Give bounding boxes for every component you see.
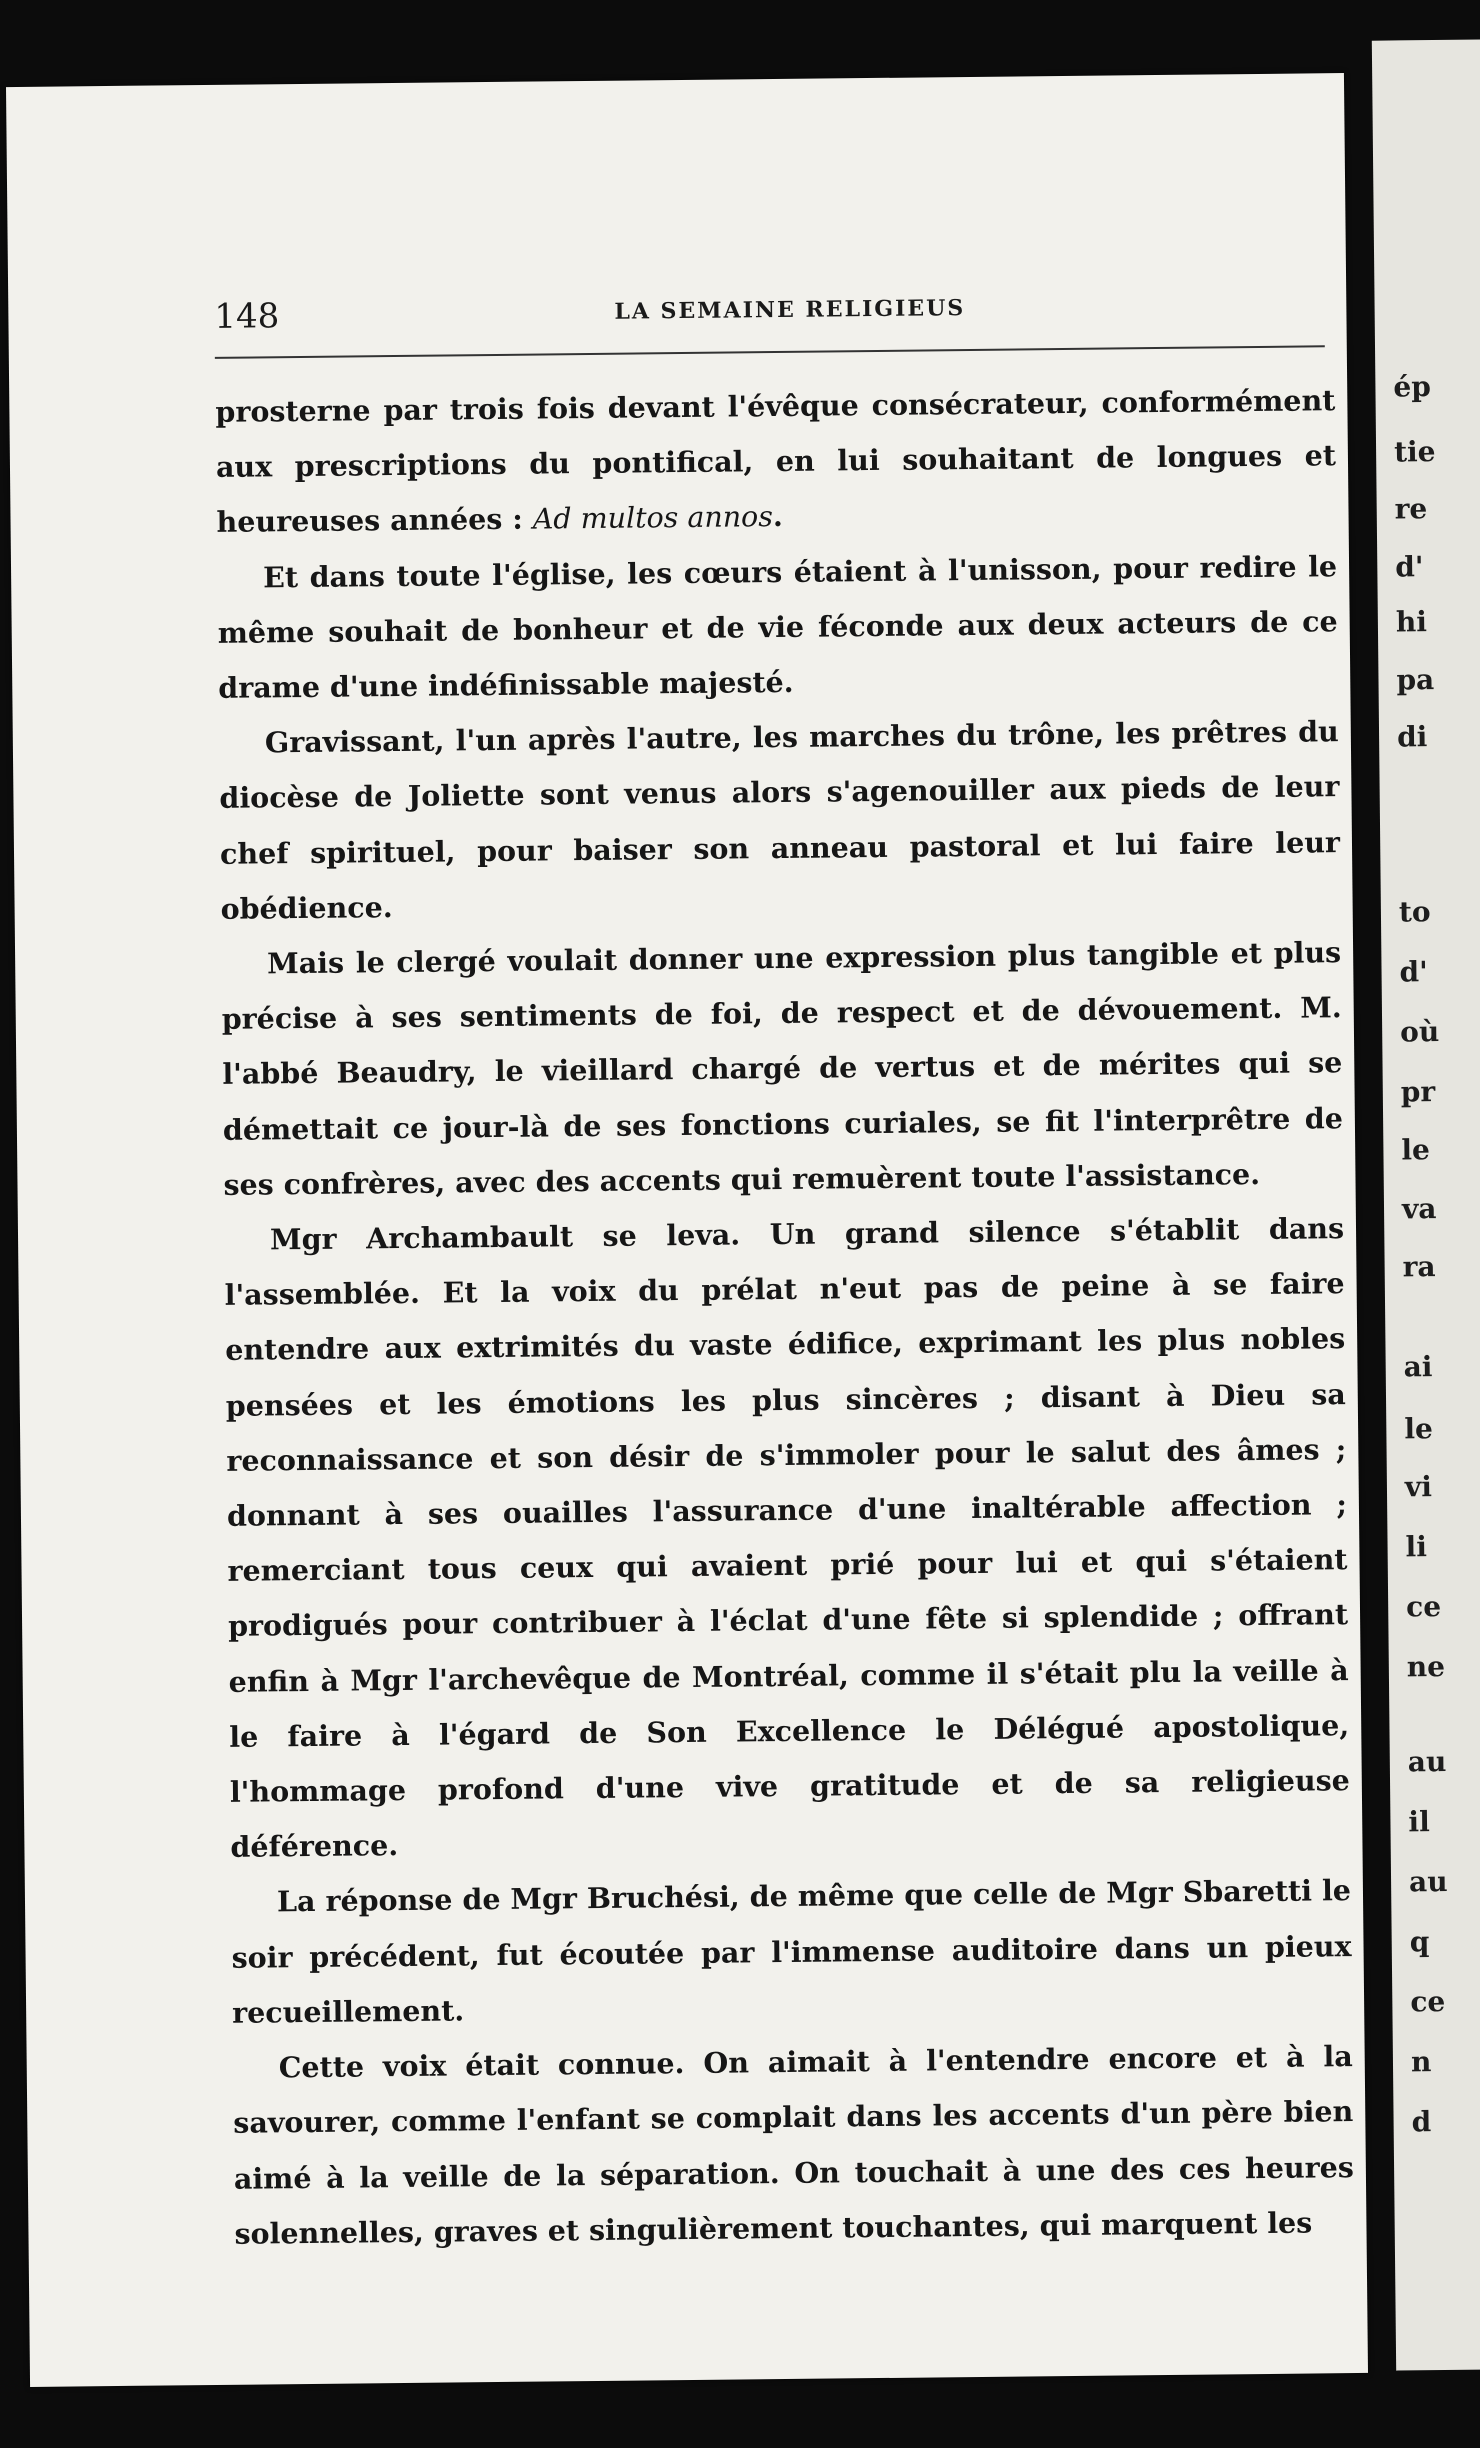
next-page-fragment: di xyxy=(1396,720,1428,754)
next-page-fragment: hi xyxy=(1395,605,1428,639)
next-page-fragment: ce xyxy=(1410,1985,1446,2019)
next-page-fragment: ai xyxy=(1403,1350,1433,1384)
next-page-fragment: n xyxy=(1410,2045,1432,2079)
next-page-fragment: où xyxy=(1400,1015,1440,1049)
next-page-fragment: d xyxy=(1411,2105,1432,2139)
paragraph-3: Gravissant, l'un après l'autre, les marches du trône, les prêtres du diocèse de Joliette sont venus alors s'agenouiller aux pieds de leur chef spirituel, pour baiser son anneau pastoral et lui faire leur obédience. xyxy=(219,714,1341,926)
next-page-fragment: au xyxy=(1407,1745,1447,1779)
paragraph-1-text: prosterne par trois fois devant l'évêque consécrateur, conformément aux prescriptions du pontifical, en lui souhaitant de longues et heureuses années : xyxy=(215,383,1337,540)
next-page-fragment: le xyxy=(1404,1412,1433,1446)
header-rule xyxy=(215,345,1325,359)
next-page-fragment: tie xyxy=(1393,435,1436,469)
next-page-fragment: li xyxy=(1405,1530,1428,1564)
paragraph-1 xyxy=(215,373,1337,550)
next-page-fragment: au xyxy=(1408,1865,1448,1899)
running-head xyxy=(214,285,1334,347)
paragraph-2: Et dans toute l'église, les cœurs étaient à l'unisson, pour redire le même souhait de bonheur et de vie féconde aux deux acteurs de ce drame d'une indéfinissable majesté. xyxy=(217,548,1338,705)
next-page-fragment: ce xyxy=(1406,1590,1442,1624)
next-page-fragment: ne xyxy=(1406,1650,1446,1684)
next-page-fragment: ép xyxy=(1393,370,1432,404)
paragraph-4: Mais le clergé voulait donner une expression plus tangible et plus précise à ses sentiments de foi, de respect et de dévouement. M. l'abbé Beaudry, le vieillard chargé de vertus et de mérites qui se démettait ce jour-là de ses fonctions curiales, se fit l'interprêtre de ses confrères, avec des accents qui remuèrent toute l'assistance. xyxy=(221,935,1344,1202)
next-page-fragment: le xyxy=(1401,1133,1431,1167)
next-page-fragment: d' xyxy=(1395,550,1424,584)
next-page-fragment: q xyxy=(1409,1925,1430,1959)
latin-phrase: Ad multos annos xyxy=(532,500,774,536)
journal-title: LA SEMAINE RELIGIEUS xyxy=(614,295,966,325)
next-page-edge xyxy=(1372,39,1480,2370)
paragraph-6: La réponse de Mgr Bruchési, de même que celle de Mgr Sbaretti le soir précédent, fut écoutée par l'immense auditoire dans un pieux recueillement. xyxy=(231,1873,1352,2030)
paragraph-7: Cette voix était connue. On aimait à l'entendre encore et à la savourer, comme l'enfant se complait dans les accents d'un père bien aimé à la veille de la séparation. On touchait à une des ces heures solennelles, graves et singulièrement touchantes, qui marquent les xyxy=(233,2039,1355,2251)
next-page-fragment: il xyxy=(1408,1805,1430,1839)
next-page-fragment: vi xyxy=(1404,1470,1433,1504)
next-page-fragment: pa xyxy=(1396,663,1435,697)
book-page xyxy=(6,73,1368,2387)
next-page-fragment: pr xyxy=(1400,1075,1436,1109)
next-page-fragment: d' xyxy=(1399,955,1428,989)
paragraph-1-end: . xyxy=(772,499,783,534)
next-page-fragment: va xyxy=(1401,1192,1437,1226)
page-number: 148 xyxy=(214,296,280,337)
next-page-fragment: ra xyxy=(1402,1250,1436,1284)
next-page-fragment: re xyxy=(1394,492,1428,526)
body-text xyxy=(215,373,1355,2262)
next-page-fragment: to xyxy=(1398,895,1431,929)
paragraph-5: Mgr Archambault se leva. Un grand silence s'établit dans l'assemblée. Et la voix du prélat n'eut pas de peine à se faire entendre aux extrimités du vaste édifice, exprimant les plus nobles pensées et les émotions les plus sincères ; disant à Dieu sa reconnaissance et son désir de s'immoler pour le salut des âmes ; donnant à ses ouailles l'assurance d'une inaltérable affection ; remerciant tous ceux qui avaient prié pour lui et qui s'étaient prodigués pour contribuer à l'éclat d'une fête si splendide ; offrant enfin à Mgr l'archevêque de Montréal, comme il s'était plu la veille à le faire à l'égard de Son Excellence le Délégué apostolique, l'hommage profond d'une vive gratitude et de sa religieuse déférence. xyxy=(224,1211,1350,1865)
